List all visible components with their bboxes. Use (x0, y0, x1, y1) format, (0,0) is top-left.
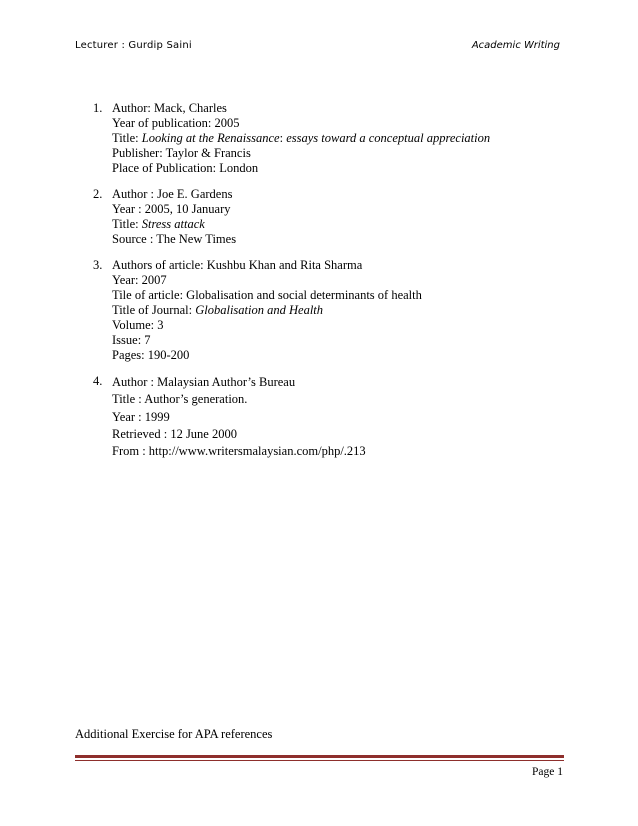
reference-text: Year: 2007 (112, 273, 167, 287)
reference-line (112, 232, 577, 247)
footer-rule (75, 755, 564, 758)
footer-rule-thin (75, 760, 564, 761)
page-number: Page 1 (532, 766, 563, 778)
reference-line (112, 426, 577, 443)
reference-text: Pages: 190-200 (112, 348, 190, 362)
reference-line (112, 146, 577, 161)
reference-line (112, 409, 577, 426)
reference-text: Place of Publication: London (112, 161, 259, 175)
reference-text: Retrieved : 12 June 2000 (112, 426, 237, 441)
header-lecturer: Lecturer : Gurdip Saini (75, 40, 192, 51)
header-course-title: Academic Writing (471, 40, 560, 51)
reference-line (112, 161, 577, 176)
reference-line (112, 116, 577, 131)
reference-italic-text: Globalisation and Health (195, 303, 324, 317)
reference-number: 4. (93, 374, 103, 388)
reference-text: Issue: 7 (112, 333, 151, 347)
reference-item (77, 187, 577, 247)
reference-text: Tile of article: Globalisation and social determinants of health (112, 288, 422, 302)
reference-text: Source : The New Times (112, 232, 237, 246)
reference-line (112, 288, 577, 303)
reference-text: : (279, 131, 287, 145)
reference-line (112, 101, 577, 116)
reference-text: Year : 2005, 10 January (112, 202, 231, 216)
reference-italic-text: essays toward a conceptual appreciation (286, 131, 491, 145)
reference-text: Title : Author’s generation. (112, 392, 248, 407)
reference-line (112, 202, 577, 217)
reference-text: Authors of article: Kushbu Khan and Rita Sharma (112, 258, 363, 272)
reference-text: Author : Joe E. Gardens (112, 187, 233, 201)
reference-text: Title: (112, 217, 142, 231)
reference-line (112, 217, 577, 232)
reference-line (112, 273, 577, 288)
reference-number: 1. (93, 101, 103, 115)
reference-item (77, 374, 577, 460)
reference-text: Title: (112, 131, 142, 145)
reference-text: Year : 1999 (112, 409, 170, 424)
reference-text: Year of publication: 2005 (112, 116, 240, 130)
footer-title: Additional Exercise for APA references (75, 727, 273, 741)
reference-line (112, 318, 577, 333)
reference-list (77, 101, 577, 460)
reference-line (112, 374, 577, 391)
reference-text: Author: Mack, Charles (112, 101, 227, 115)
reference-item (77, 101, 577, 176)
reference-number: 2. (93, 187, 103, 201)
reference-text: Author : Malaysian Author’s Bureau (112, 375, 296, 389)
reference-line (112, 303, 577, 318)
reference-number: 3. (93, 258, 103, 272)
reference-line (112, 131, 577, 146)
reference-line (112, 187, 577, 202)
reference-line (112, 333, 577, 348)
reference-italic-text: Stress attack (141, 217, 205, 231)
reference-line (112, 391, 577, 408)
reference-line (112, 258, 577, 273)
reference-text: Publisher: Taylor & Francis (112, 146, 251, 160)
reference-text: From : http://www.writersmalaysian.com/php/.213 (112, 444, 366, 459)
reference-italic-text: Looking at the Renaissance (141, 131, 280, 145)
reference-line (112, 443, 577, 460)
reference-text: Title of Journal: (112, 303, 196, 317)
reference-line (112, 348, 577, 363)
reference-item (77, 258, 577, 363)
reference-text: Volume: 3 (112, 318, 164, 332)
